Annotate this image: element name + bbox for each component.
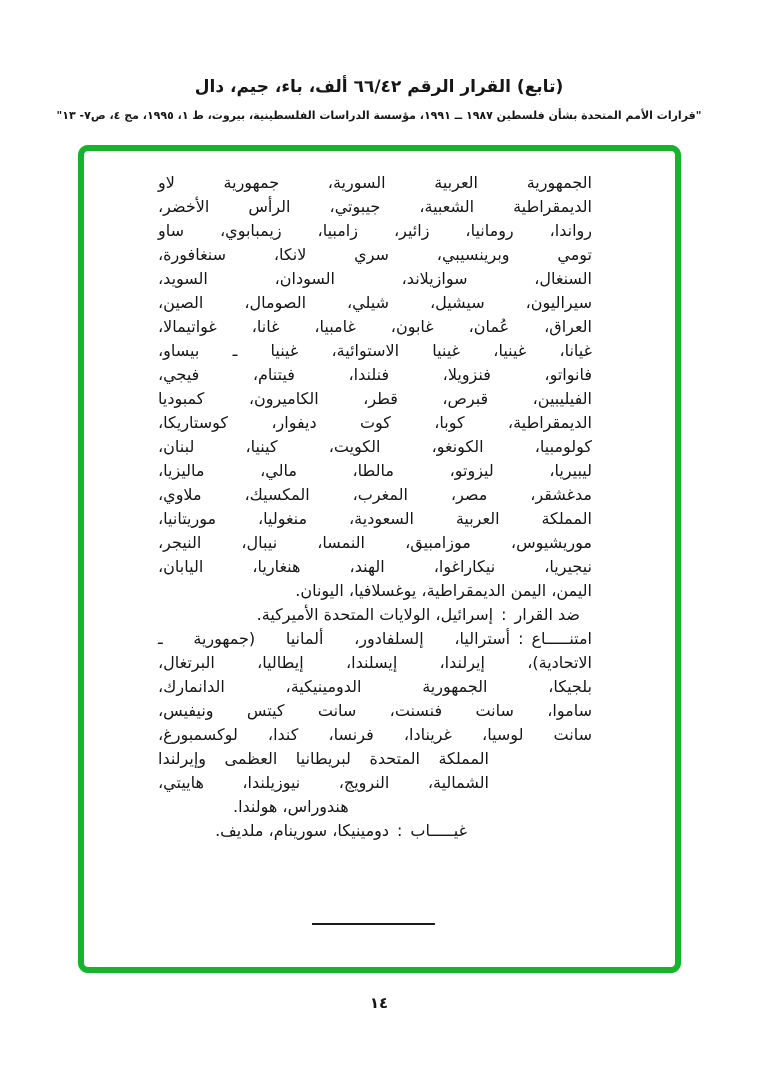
against-colon: : xyxy=(501,605,507,624)
abstain-line: الاتحادية)، إيرلندا، إيسلندا، إيطاليا، البرتغال، xyxy=(158,653,592,672)
against-line xyxy=(158,603,592,627)
in-favor-line: موريشيوس، موزامبيق، النمسا، نيبال، النيجر، xyxy=(158,533,592,552)
abstain-last-line: هندوراس، هولندا. xyxy=(233,797,349,816)
page-title: (تابع) القرار الرقم ٦٦/٤٢ ألف، باء، جيم، دال xyxy=(194,77,564,97)
in-favor-line: الديمقراطية، كوبا، كوت ديفوار، كوستاريكا، xyxy=(158,413,592,432)
in-favor-line: سيراليون، سيشيل، شيلي، الصومال، الصين، xyxy=(158,293,592,312)
in-favor-line: المملكة العربية السعودية، منغوليا، موريتانيا، xyxy=(158,509,592,528)
abstain-line: بلجيكا، الجمهورية الدومينيكية، الدانمارك، xyxy=(158,677,592,696)
absent-label: غيـــــاب xyxy=(410,821,467,840)
in-favor-line: كولومبيا، الكونغو، الكويت، كينيا، لبنان، xyxy=(158,437,592,456)
abstain-first-line xyxy=(158,627,592,651)
abstain-continuation xyxy=(158,651,592,795)
in-favor-paragraph xyxy=(158,171,592,603)
abstain-countries-start: أستراليا، إلسلفادور، ألمانيا (جمهورية ـ xyxy=(158,629,511,648)
in-favor-line: نيجيريا، نيكاراغوا، الهند، هنغاريا، اليابان، xyxy=(158,557,592,576)
abstain-colon: : xyxy=(518,629,524,648)
in-favor-line: الجمهورية العربية السورية، جمهورية لاو xyxy=(158,173,592,192)
abstain-line: الشمالية، النرويج، نيوزيلندا، هاييتي، xyxy=(158,773,489,792)
absent-colon: : xyxy=(397,821,403,840)
in-favor-line: فانواتو، فنزويلا، فنلندا، فيتنام، فيجي، xyxy=(158,365,592,384)
in-favor-line: مدغشقر، مصر، المغرب، المكسيك، ملاوي، xyxy=(158,485,592,504)
page-number: ١٤ xyxy=(369,994,389,1012)
abstain-label: امتنـــــاع xyxy=(531,629,592,648)
abstain-line: سانت لوسيا، غرينادا، فرنسا، كندا، لوكسمبورغ، xyxy=(158,725,592,744)
source-citation: "قرارات الأمم المتحدة بشأن فلسطين ١٩٨٧ ــ ١٩٩١، مؤسسة الدراسات الفلسطينية، بيروت، ط ١، ١٩٩٥، مج ٤، ص٧- ١٣" xyxy=(56,109,702,122)
in-favor-line: تومي وبرينسيبي، سري لانكا، سنغافورة، xyxy=(158,245,592,264)
in-favor-line: السنغال، سوازيلاند، السودان، السويد، xyxy=(158,269,592,288)
footnote-rule xyxy=(312,923,435,925)
in-favor-line: العراق، عُمان، غابون، غامبيا، غانا، غواتيمالا، xyxy=(158,317,592,336)
abstain-line: المملكة المتحدة لبريطانيا العظمى وإيرلندا xyxy=(158,749,489,768)
vote-text-column xyxy=(158,171,592,843)
in-favor-line: رواندا، رومانيا، زائير، زامبيا، زيمبابوي، ساو xyxy=(158,221,592,240)
against-label: ضد القرار xyxy=(514,605,580,624)
absent-countries: دومينيكا، سورينام، ملديف. xyxy=(215,821,390,840)
abstain-line: ساموا، سانت فنسنت، سانت كيتس ونيفيس، xyxy=(158,701,592,720)
in-favor-line: ليبيريا، ليزوتو، مالطا، مالي، ماليزيا، xyxy=(158,461,592,480)
in-favor-line: اليمن، اليمن الديمقراطية، يوغسلافيا، اليونان. xyxy=(295,581,592,600)
against-countries: إسرائيل، الولايات المتحدة الأميركية. xyxy=(256,605,494,624)
in-favor-line: الديمقراطية الشعبية، جيبوتي، الرأس الأخضر، xyxy=(158,197,592,216)
absent-line xyxy=(158,819,592,843)
in-favor-line: غيانا، غينيا، غينيا الاستوائية، غينيا ـ بيساو، xyxy=(158,341,592,360)
in-favor-line: الفيليبين، قبرص، قطر، الكاميرون، كمبوديا xyxy=(158,389,592,408)
